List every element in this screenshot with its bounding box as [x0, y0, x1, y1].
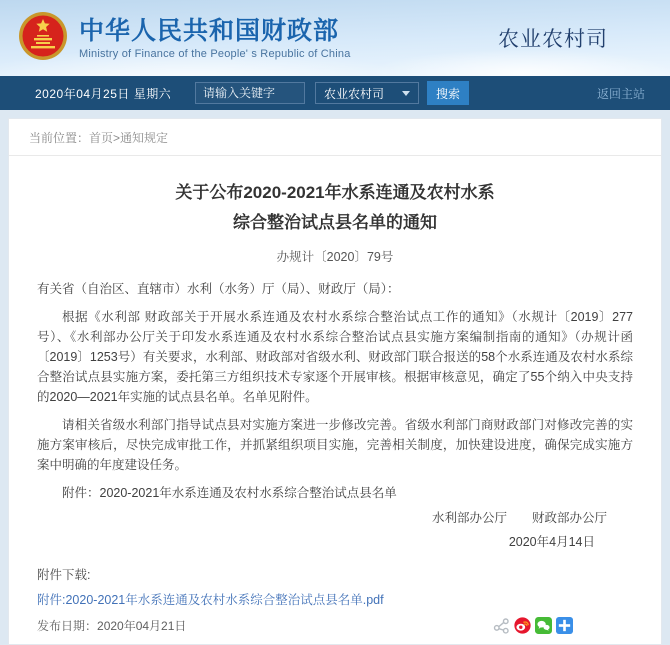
body-paragraph: 附件：2020-2021年水系连通及农村水系综合整治试点县名单 [62, 486, 397, 500]
attachment-section-label: 附件下载: [37, 568, 91, 582]
article [9, 178, 661, 644]
breadcrumb [9, 119, 661, 156]
search-button[interactable]: 搜索 [427, 81, 469, 105]
salutation: 有关省（自治区、直辖市）水利（水务）厅（局）、财政厅（局）： [37, 282, 400, 296]
content-panel [8, 118, 662, 645]
back-to-main-site-link[interactable]: 返回主站 [596, 86, 645, 101]
breadcrumb-prefix: 当前位置： [29, 131, 90, 145]
share-more-icon[interactable] [556, 617, 573, 634]
publish-row [37, 617, 633, 644]
site-title-block [79, 17, 351, 60]
publish-date-label: 发布日期： [37, 619, 98, 633]
national-emblem-icon [18, 11, 68, 66]
attachment-pdf-link[interactable]: 附件:2020-2021年水系连通及农村水系综合整治试点县名单.pdf [37, 593, 384, 607]
search-input[interactable] [195, 82, 305, 104]
breadcrumb-section-link[interactable]: 通知规定 [120, 131, 169, 145]
document-number: 办规计〔2020〕79号 [276, 250, 394, 264]
department-title: 农业农村司 [498, 28, 608, 51]
signature-organizations: 水利部办公厅 财政部办公厅 [431, 511, 607, 525]
publish-date-value: 2020年04月21日 [97, 619, 187, 633]
search-scope-select[interactable] [315, 82, 419, 104]
current-date: 2020年04月25日 星期六 [35, 86, 172, 101]
article-title-line2: 综合整治试点县名单的通知 [233, 213, 437, 232]
share-icons [493, 617, 573, 634]
site-subtitle: Ministry of Finance of the People' s Republic of China [79, 47, 351, 60]
breadcrumb-home-link[interactable]: 首页 [89, 131, 114, 145]
article-title [37, 178, 633, 238]
share-nodes-icon[interactable] [493, 617, 510, 634]
site-title: 中华人民共和国财政部 [79, 16, 340, 45]
weibo-icon[interactable] [514, 617, 531, 634]
signature-date: 2020年4月14日 [508, 535, 595, 549]
wechat-icon[interactable] [535, 617, 552, 634]
search-scope-value: 农业农村司 [324, 86, 385, 101]
body-paragraph: 根据《水利部 财政部关于开展水系连通及农村水系综合整治试点工作的通知》（水规计〔2019〕277号）、《水利部办公厅关于印发水系连通及农村水系综合整治试点县实施方案编制指南的通知》（办规计函〔2019〕1253号）有关要求，水利部、财政部对省级水利、财政部门联合报送的58个水系连通及农村水系综合整治试点县实施方案，委托第三方组织技术专家逐个开展审核。根据审核意见，确定了55个纳入中央支持的2020—2021年实施的试点县名单。名单见附件。 [37, 310, 633, 404]
article-title-line1: 关于公布2020-2021年水系连通及农村水系 [175, 183, 495, 202]
body-paragraph: 请相关省级水利部门指导试点县对实施方案进一步修改完善。省级水利部门商财政部门对修改完善的实施方案审核后，尽快完成审批工作，并抓紧组织项目实施，完善相关制度，加快建设进度，确保完成实施方案中明确的年度建设任务。 [37, 418, 633, 472]
top-navbar [0, 76, 670, 110]
site-header [0, 0, 670, 76]
breadcrumb-separator: > [113, 131, 121, 145]
chevron-down-icon [402, 91, 410, 96]
